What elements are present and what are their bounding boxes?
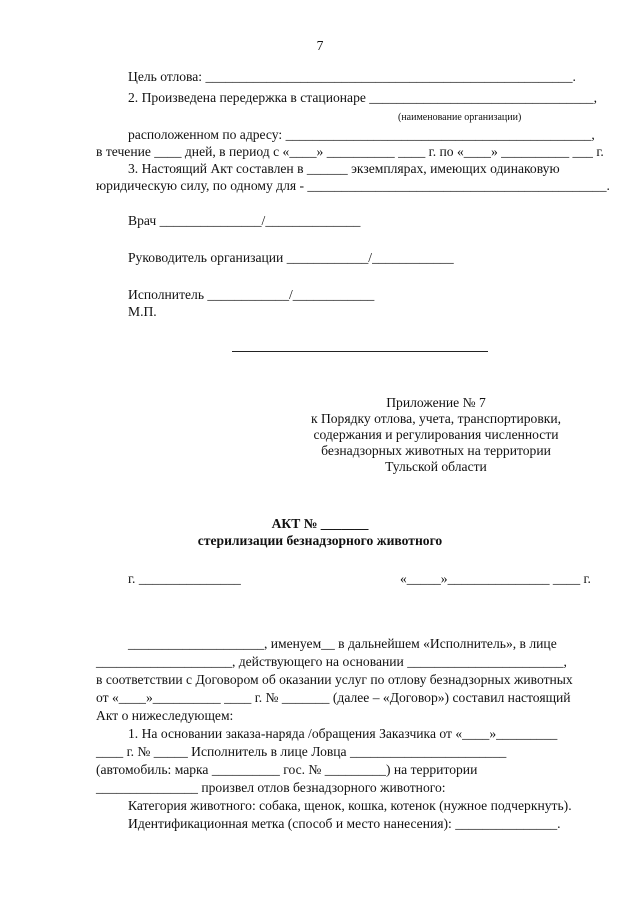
stamp-label: М.П. [128, 304, 157, 319]
body-line-11: Идентификационная метка (способ и место нанесения): _______________. [128, 816, 561, 831]
shelter-line: 2. Произведена передержка в стационаре _________________________________, [128, 90, 597, 105]
act-date: «_____»_______________ ____ г. [400, 571, 591, 586]
body-line-7: ____ г. № _____ Исполнитель в лице Ловца _______________________ [96, 744, 507, 759]
capture-purpose-line: Цель отлова: ______________________________________________________. [128, 69, 576, 84]
body-line-10: Категория животного: собака, щенок, кошка, котенок (нужное подчеркнуть). [128, 798, 572, 813]
legal-force-line: юридическую силу, по одному для - ____________________________________________. [96, 178, 610, 193]
appendix-line-5: Тульской области [385, 459, 487, 474]
act-title: АКТ № _______ [271, 516, 369, 531]
address-line: расположенном по адресу: _____________________________________________, [128, 127, 595, 142]
doctor-signature: Врач _______________/______________ [128, 213, 361, 228]
appendix-number: Приложение № 7 [386, 395, 486, 410]
executor-signature: Исполнитель ____________/____________ [128, 287, 375, 302]
appendix-line-3: содержания и регулирования численности [313, 427, 559, 442]
body-line-8: (автомобиль: марка __________ гос. № _________) на территории [96, 762, 478, 777]
act-subtitle: стерилизации безнадзорного животного [197, 533, 443, 548]
appendix-line-4: безнадзорных животных на территории [321, 443, 551, 458]
body-line-6: 1. На основании заказа-наряда /обращения Заказчика от «____»_________ [128, 726, 558, 741]
appendix-line-2: к Порядку отлова, учета, транспортировки, [310, 411, 562, 426]
period-line: в течение ____ дней, в период с «____» __________ ____ г. по «____» __________ ___ г. [96, 144, 604, 159]
body-line-3: в соответствии с Договором об оказании услуг по отлову безнадзорных животных [96, 672, 573, 687]
separator-rule [232, 351, 488, 352]
copies-line: 3. Настоящий Акт составлен в ______ экземплярах, имеющих одинаковую [128, 161, 560, 176]
body-line-5: Акт о нижеследующем: [96, 708, 234, 723]
head-signature: Руководитель организации ____________/____________ [128, 250, 454, 265]
appendix-block [286, 395, 586, 475]
body-line-9: _______________ произвел отлов безнадзорного животного: [96, 780, 446, 795]
body-line-2: ____________________, действующего на основании _______________________, [96, 654, 567, 669]
organization-note: (наименование организации) [398, 112, 522, 123]
page-number: 7 [316, 38, 324, 53]
body-line-4: от «____»__________ ____ г. № _______ (далее – «Договор») составил настоящий [96, 690, 571, 705]
body-line-1: ____________________, именуем__ в дальнейшем «Исполнитель», в лице [128, 636, 557, 651]
act-place: г. _______________ [128, 571, 241, 586]
